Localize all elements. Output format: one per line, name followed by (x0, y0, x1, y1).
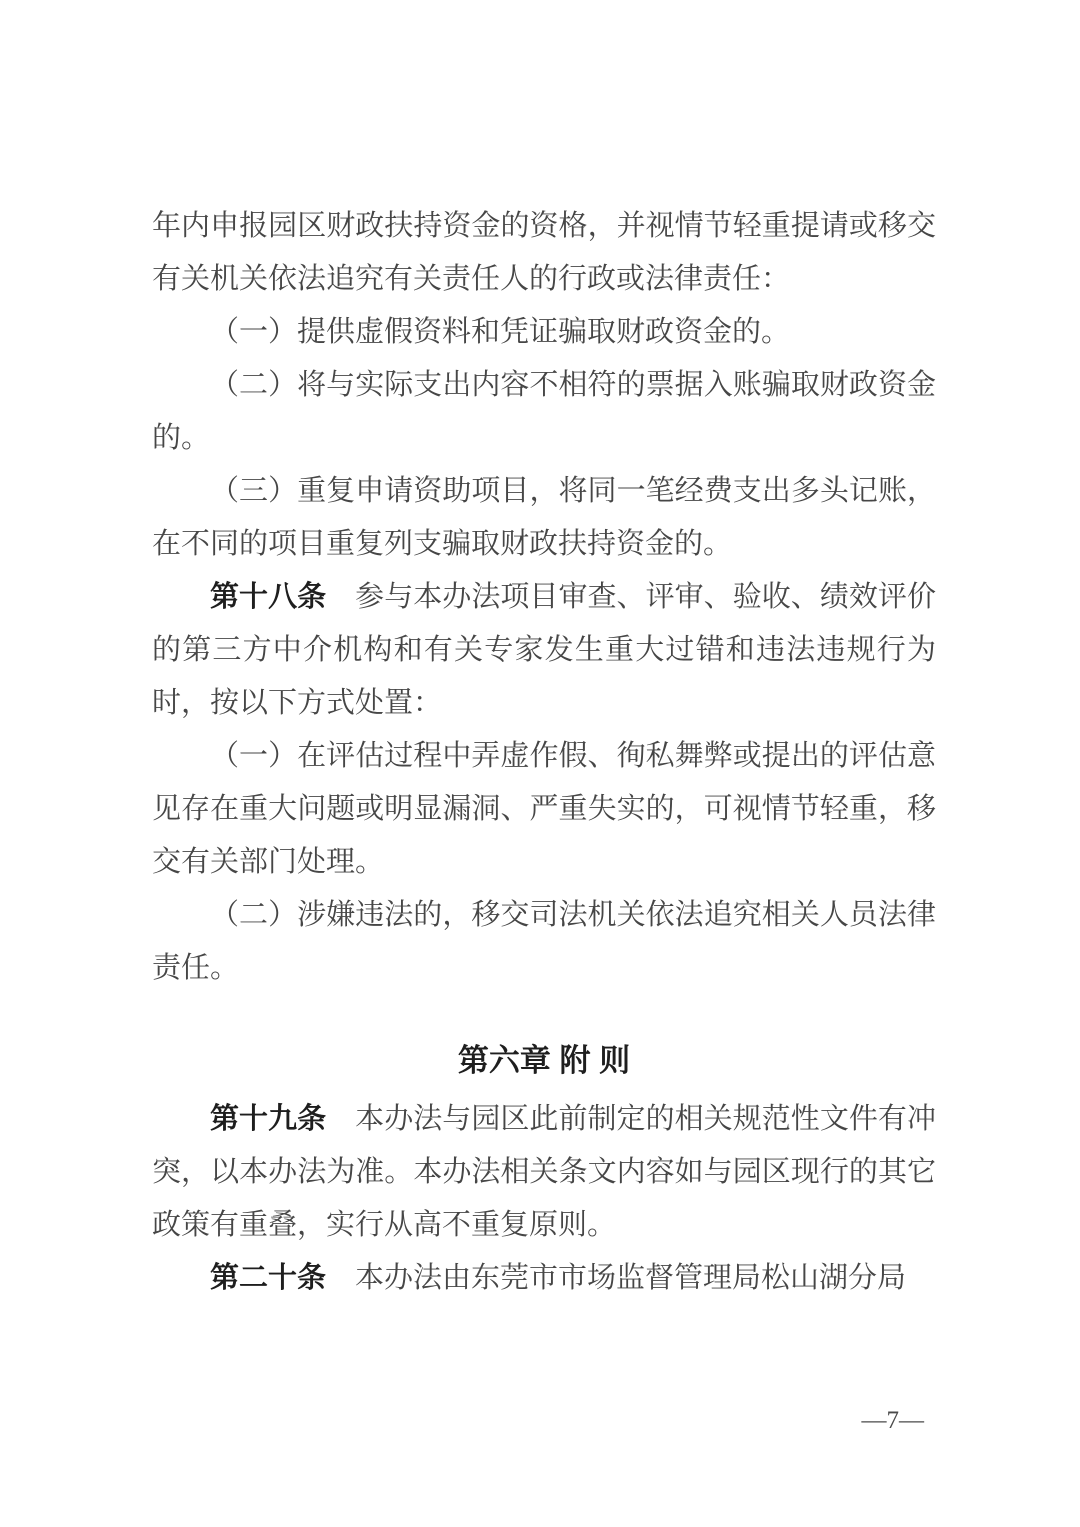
clause-item-1-text: （一）提供虚假资料和凭证骗取财政资金的。 (210, 316, 791, 348)
document-body (152, 200, 936, 1305)
clause-item-2-text: （二）将与实际支出内容不相符的票据入账骗取财政资金的。 (152, 369, 936, 454)
paragraph-continuation-text: 年内申报园区财政扶持资金的资格，并视情节轻重提请或移交有关机关依法追究有关责任人的行政或法律责任： (152, 210, 936, 295)
article-18-clause-2 (152, 889, 936, 995)
clause-item-3 (152, 465, 936, 571)
article-18-clause-1 (152, 730, 936, 889)
article-19-paragraph (152, 1093, 936, 1252)
article-18-text: 参与本办法项目审查、评审、验收、绩效评价的第三方中介机构和有关专家发生重大过错和违法违规行为时，按以下方式处置： (152, 581, 936, 719)
article-18-clause-1-text: （一）在评估过程中弄虚作假、徇私舞弊或提出的评估意见存在重大问题或明显漏洞、严重失实的，可视情节轻重，移交有关部门处理。 (152, 740, 936, 878)
clause-item-1 (152, 306, 936, 359)
article-20-number: 第二十条 (210, 1262, 327, 1294)
article-18-paragraph (152, 571, 936, 730)
article-19-text: 本办法与园区此前制定的相关规范性文件有冲突，以本办法为准。本办法相关条文内容如与园区现行的其它政策有重叠，实行从高不重复原则。 (152, 1103, 936, 1241)
article-20-text: 本办法由东莞市市场监督管理局松山湖分局 (355, 1262, 907, 1294)
page-number: —7— (861, 1407, 924, 1434)
article-18-clause-2-text: （二）涉嫌违法的，移交司法机关依法追究相关人员法律责任。 (152, 899, 936, 984)
article-20-paragraph (152, 1252, 936, 1305)
paragraph-continuation (152, 200, 936, 306)
chapter-6-heading: 第六章 附 则 (457, 1043, 631, 1078)
clause-item-2 (152, 359, 936, 465)
article-18-number: 第十八条 (210, 581, 327, 613)
clause-item-3-text: （三）重复申请资助项目，将同一笔经费支出多头记账，在不同的项目重复列支骗取财政扶持资金的。 (152, 475, 936, 560)
article-19-number: 第十九条 (210, 1103, 327, 1135)
